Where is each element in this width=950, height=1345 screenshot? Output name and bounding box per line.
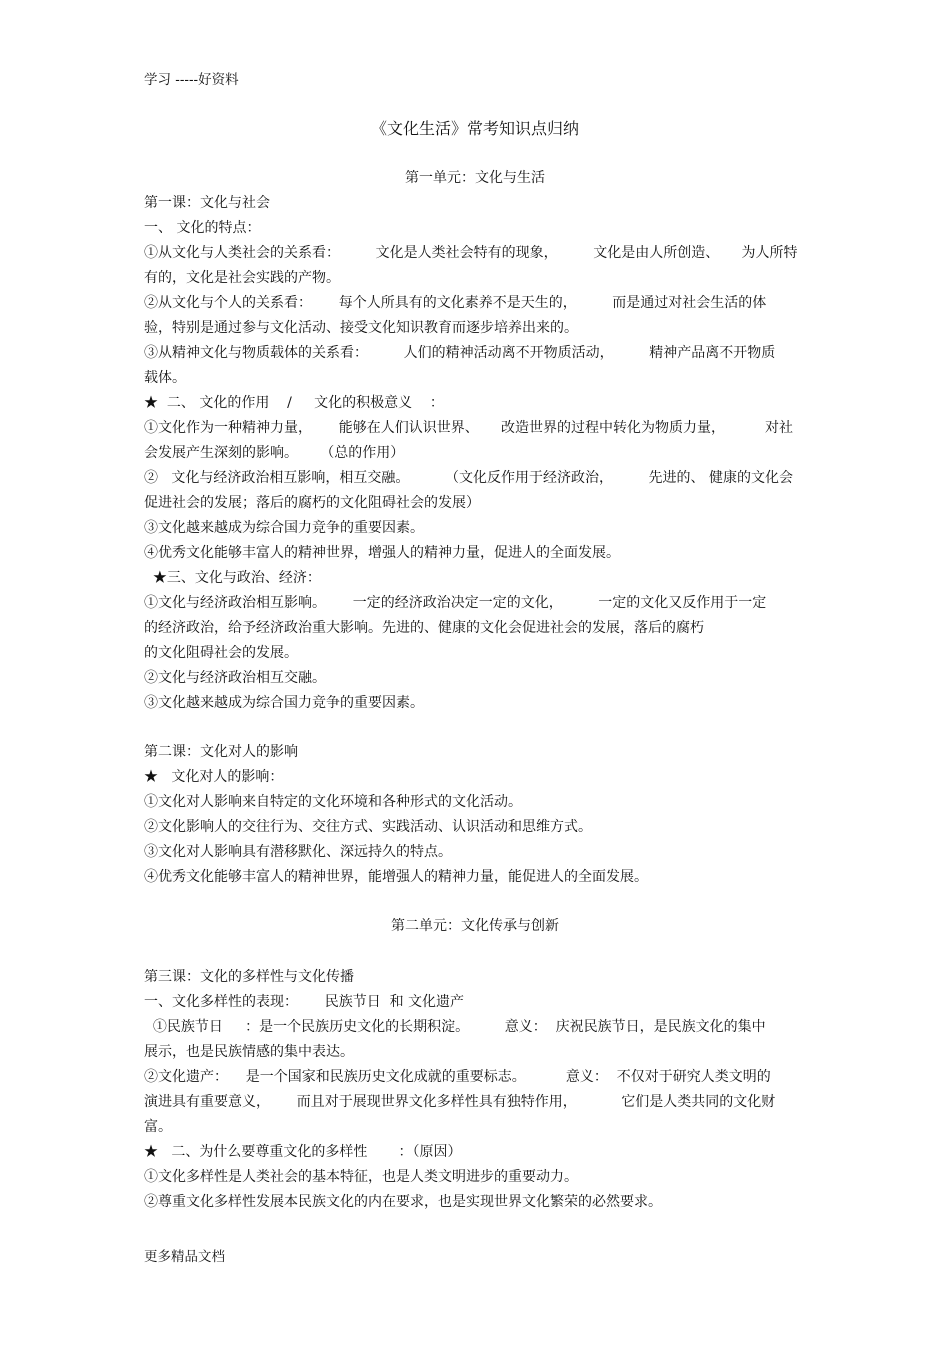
paragraph-line: ③文化越来越成为综合国力竞争的重要因素。 [144,520,424,536]
section-heading: ★ 文化对人的影响： [144,769,284,785]
page-footer: 更多精品文档 [144,1249,225,1265]
lesson-heading: 第一课：文化与社会 [144,195,270,211]
lesson-heading: 第二课：文化对人的影响 [144,744,298,760]
paragraph-line: 促进社会的发展；落后的腐朽的文化阻碍社会的发展） [144,495,480,511]
paragraph-line: 的文化阻碍社会的发展。 [144,645,298,661]
lesson-heading: 第三课：文化的多样性与文化传播 [144,969,354,985]
paragraph-line: ①民族节日 ：是一个民族历史文化的长期积淀。 意义： 庆祝民族节日，是民族文化的集中 [144,1019,766,1035]
unit-heading: 第二单元：文化传承与创新 [391,918,559,934]
section-heading: ★ 二、 文化的作用 / 文化的积极意义 ： [144,395,444,411]
paragraph-line: ①文化对人影响来自特定的文化环境和各种形式的文化活动。 [144,794,522,810]
document-title: 《文化生活》常考知识点归纳 [370,119,579,138]
paragraph-line: 的经济政治，给予经济政治重大影响。先进的、健康的文化会促进社会的发展，落后的腐朽 [144,620,704,636]
paragraph-line: 会发展产生深刻的影响。 （总的作用） [144,445,405,461]
paragraph-line: 演进具有重要意义， 而且对于展现世界文化多样性具有独特作用， 它们是人类共同的文化财 [144,1094,776,1110]
paragraph-line: ②从文化与个人的关系看： 每个人所具有的文化素养不是天生的， 而是通过对社会生活的体 [144,295,767,311]
paragraph-line: 富。 [144,1119,172,1135]
paragraph-line: ①文化多样性是人类社会的基本特征，也是人类文明进步的重要动力。 [144,1169,578,1185]
paragraph-line: 载体。 [144,370,186,386]
paragraph-line: ②文化与经济政治相互交融。 [144,670,326,686]
section-heading: 一、文化多样性的表现： 民族节日 和 文化遗产 [144,994,465,1010]
paragraph-line: ②文化影响人的交往行为、交往方式、实践活动、认识活动和思维方式。 [144,819,592,835]
paragraph-line: ③文化越来越成为综合国力竞争的重要因素。 [144,695,424,711]
section-heading: ★三、文化与政治、经济： [144,570,321,586]
unit-heading: 第一单元：文化与生活 [405,170,545,186]
paragraph-line: ②尊重文化多样性发展本民族文化的内在要求，也是实现世界文化繁荣的必然要求。 [144,1194,662,1210]
paragraph-line: ①文化作为一种精神力量， 能够在人们认识世界、 改造世界的过程中转化为物质力量， 对社 [144,420,794,436]
section-heading: ★ 二、为什么要尊重文化的多样性 ：（原因） [144,1144,462,1160]
paragraph-line: ② 文化与经济政治相互影响，相互交融。 （文化反作用于经济政治， 先进的、 健康的文化会 [144,470,794,486]
paragraph-line: ③文化对人影响具有潜移默化、深远持久的特点。 [144,844,452,860]
paragraph-line: ④优秀文化能够丰富人的精神世界，能增强人的精神力量，能促进人的全面发展。 [144,869,648,885]
paragraph-line: ④优秀文化能够丰富人的精神世界，增强人的精神力量，促进人的全面发展。 [144,545,620,561]
section-heading: 一、 文化的特点： [144,220,261,236]
paragraph-line: 有的，文化是社会实践的产物。 [144,270,340,286]
paragraph-line: ①从文化与人类社会的关系看： 文化是人类社会特有的现象， 文化是由人所创造、 为人所特 [144,245,798,261]
paragraph-line: 验，特别是通过参与文化活动、接受文化知识教育而逐步培养出来的。 [144,320,578,336]
paragraph-line: ①文化与经济政治相互影响。 一定的经济政治决定一定的文化， 一定的文化又反作用于一定 [144,595,767,611]
page-header: 学习 -----好资料 [144,72,239,88]
paragraph-line: ③从精神文化与物质载体的关系看： 人们的精神活动离不开物质活动， 精神产品离不开物质 [144,345,776,361]
paragraph-line: ②文化遗产： 是一个国家和民族历史文化成就的重要标志。 意义： 不仅对于研究人类文明的 [144,1069,771,1085]
paragraph-line: 展示，也是民族情感的集中表达。 [144,1044,354,1060]
